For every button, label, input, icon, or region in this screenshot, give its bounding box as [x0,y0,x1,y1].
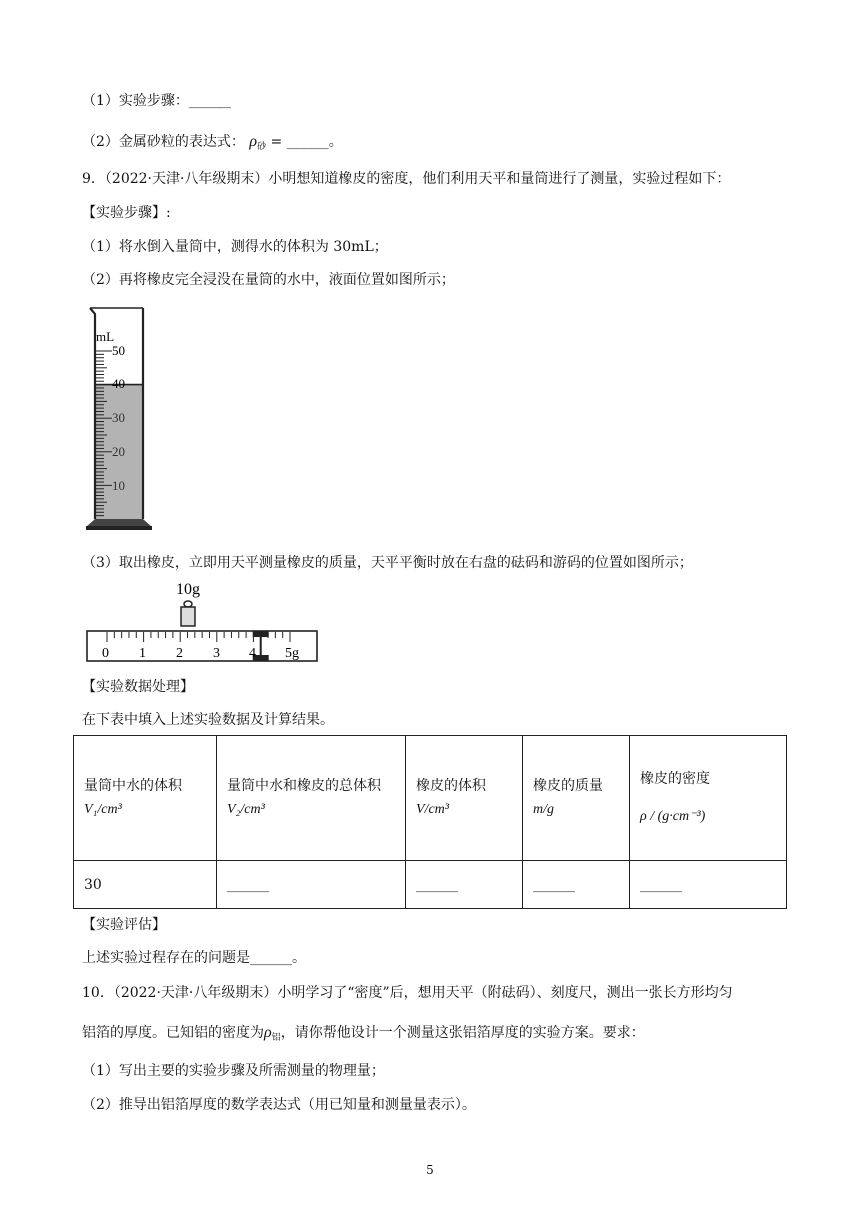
q10-req1: （1）写出主要的实验步骤及所需测量的物理量； [82,1063,385,1079]
q8-step2-prefix: （2）金属砂粒的表达式： [82,134,245,150]
cell-m: ______ [523,861,630,909]
cylinder-label-30: 30 [112,410,125,425]
q9-eval-text: 上述实验过程存在的问题是______。 [82,950,306,966]
cell-v2: ______ [217,861,406,909]
cylinder-unit: mL [96,329,115,344]
q10-line2-suffix: ，请你帮他设计一个测量这张铝箔厚度的实验方案。要求： [280,1025,645,1041]
cylinder-label-50: 50 [112,343,125,358]
q9-steps-heading: 【实验步骤】: [82,205,171,221]
q10-line1: 10．（2022·天津·八年级期末）小明学习了“密度”后，想用天平（附砝码）、刻度尺，测出一张长方形均匀 [82,985,733,1001]
q8-step1: （1）实验步骤：______ [82,93,231,109]
q10-line2-prefix: 铝箔的厚度。已知铝的密度为 [82,1025,264,1041]
header-v1: 量筒中水的体积 V₁/cm³ [74,736,217,861]
table-row [74,861,787,909]
scale-label-1: 1 [139,646,146,661]
q10-req2: （2）推导出铝箔厚度的数学表达式（用已知量和测量量表示）。 [82,1097,476,1113]
weight-icon [181,601,195,626]
cylinder-label-40: 40 [112,376,125,391]
header-m: 橡皮的质量 m/g [523,736,630,861]
cell-v1: 30 [74,861,217,909]
q9-step2: （2）再将橡皮完全浸没在量筒的水中，液面位置如图所示； [82,272,455,288]
weight-label: 10g [176,581,200,598]
page-number: 5 [426,1163,434,1177]
rho-symbol: ρ [264,1024,272,1041]
header-v2: 量筒中水和橡皮的总体积 V₂/cm³ [217,736,406,861]
q9-eval-heading: 【实验评估】 [82,917,166,933]
q9-intro: 9．（2022·天津·八年级期末）小明想知道橡皮的密度，他们利用天平和量筒进行了测量，实验过程如下： [82,171,731,187]
table-header-row [74,736,787,861]
cylinder-label-20: 20 [112,444,125,459]
cell-v: ______ [406,861,523,909]
q9-step1: （1）将水倒入量筒中，测得水的体积为 30mL； [82,239,388,255]
scale-label-3: 3 [213,646,220,661]
rho-subscript: 砂 [257,142,267,152]
q10-line2 [82,1023,645,1048]
q9-step3: （3）取出橡皮，立即用天平测量橡皮的质量，天平平衡时放在右盘的砝码和游码的位置如图所示； [82,555,693,571]
scale-label-5g: 5g [285,646,299,661]
q9-data-heading: 【实验数据处理】 [82,679,194,695]
balance-scale-figure [82,577,322,667]
graduated-cylinder-figure [82,305,172,535]
cylinder-base [86,519,152,527]
cylinder-label-10: 10 [112,478,125,493]
rho-symbol: ρ [249,133,258,150]
rho-subscript: 铝 [271,1033,281,1043]
data-table [73,735,787,909]
header-rho: 橡皮的密度 ρ / (g·cm⁻³) [630,736,787,861]
scale-label-2: 2 [176,646,183,661]
q8-step2 [82,132,343,157]
cell-rho: ______ [630,861,787,909]
q9-table-intro: 在下表中填入上述实验数据及计算结果。 [82,712,334,728]
header-v: 橡皮的体积 V/cm³ [406,736,523,861]
scale-label-0: 0 [102,646,109,661]
q8-step2-suffix: = ______。 [266,134,343,150]
scale-label-4: 4 [249,646,256,661]
